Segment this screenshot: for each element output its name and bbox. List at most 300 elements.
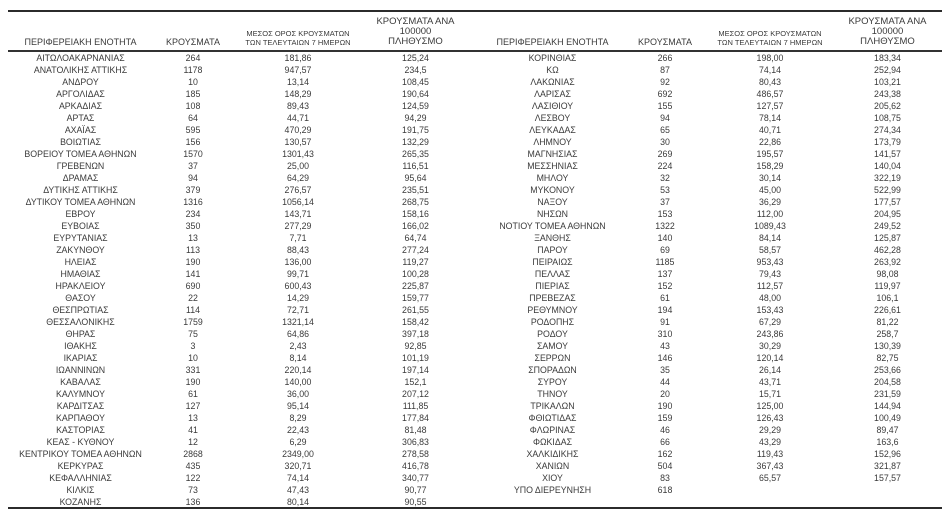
table-row: [8, 352, 468, 364]
regional-cases-table: [8, 12, 940, 508]
per100k-cell: 263,92: [874, 257, 901, 267]
region-cell: ΗΡΑΚΛΕΙΟΥ: [55, 281, 106, 291]
region-cell: ΚΑΒΑΛΑΣ: [60, 377, 101, 387]
col-header-region: ΠΕΡΙΦΕΡΕΙΑΚΗ ΕΝΟΤΗΤΑ: [496, 37, 609, 47]
table-row: [480, 472, 940, 484]
region-cell: ΡΟΔΟΥ: [537, 329, 568, 339]
table-row: [8, 424, 468, 436]
region-cell: ΚΑΡΠΑΘΟΥ: [56, 413, 105, 423]
cases-cell: 435: [185, 461, 201, 471]
per100k-cell: 125,87: [874, 233, 901, 243]
avg7-cell: 243,86: [756, 329, 784, 339]
table-row: [480, 148, 940, 160]
table-row: [8, 280, 468, 292]
region-cell: ΜΑΓΝΗΣΙΑΣ: [527, 149, 578, 159]
region-cell: ΑΡΤΑΣ: [66, 113, 95, 123]
per100k-cell: 82,75: [876, 353, 899, 363]
table-row: [8, 328, 468, 340]
region-cell: ΔΥΤΙΚΗΣ ΑΤΤΙΚΗΣ: [43, 185, 118, 195]
avg7-cell: 47,43: [286, 485, 309, 495]
per100k-cell: 274,34: [874, 125, 901, 135]
region-cell: ΚΙΛΚΙΣ: [66, 485, 95, 495]
cases-cell: 37: [188, 161, 198, 171]
cases-cell: 10: [188, 353, 198, 363]
cases-cell: 37: [660, 197, 670, 207]
per100k-cell: 90,55: [404, 497, 427, 507]
table-row: [8, 100, 468, 112]
per100k-cell: 119,27: [402, 257, 429, 267]
region-cell: ΧΑΝΙΩΝ: [535, 461, 570, 471]
region-cell: ΛΑΣΙΘΙΟΥ: [531, 101, 574, 111]
per100k-cell: 252,94: [874, 65, 901, 75]
region-cell: ΚΑΛΥΜΝΟΥ: [56, 389, 105, 399]
cases-cell: 152: [657, 281, 673, 291]
avg7-cell: 26,14: [758, 365, 781, 375]
table-row: [480, 196, 940, 208]
per100k-cell: 144,94: [874, 401, 901, 411]
table-row: [480, 436, 940, 448]
region-cell: ΠΡΕΒΕΖΑΣ: [529, 293, 576, 303]
table-body-right: [480, 52, 940, 496]
avg7-cell: 277,29: [284, 221, 312, 231]
region-cell: ΤΗΝΟΥ: [537, 389, 568, 399]
per100k-cell: 132,29: [402, 137, 429, 147]
avg7-cell: 120,14: [756, 353, 784, 363]
per100k-cell: 205,62: [874, 101, 901, 111]
region-cell: ΑΝΑΤΟΛΙΚΗΣ ΑΤΤΙΚΗΣ: [33, 65, 128, 75]
avg7-cell: 15,71: [758, 389, 781, 399]
table-row: [480, 172, 940, 184]
per100k-cell: 204,58: [874, 377, 901, 387]
table-row: [8, 460, 468, 472]
region-cell: ΛΑΚΩΝΙΑΣ: [530, 77, 575, 87]
region-cell: ΚΑΡΔΙΤΣΑΣ: [56, 401, 105, 411]
avg7-cell: 88,43: [286, 245, 309, 255]
table-row: [480, 208, 940, 220]
avg7-cell: 143,71: [284, 209, 312, 219]
per100k-cell: 158,16: [402, 209, 429, 219]
region-cell: ΚΕΡΚΥΡΑΣ: [57, 461, 104, 471]
region-cell: ΗΛΕΙΑΣ: [64, 257, 97, 267]
per100k-cell: 522,99: [874, 185, 901, 195]
table-row: [8, 436, 468, 448]
avg7-cell: 36,00: [286, 389, 309, 399]
region-cell: ΛΕΣΒΟΥ: [534, 113, 571, 123]
table-row: [480, 268, 940, 280]
table-row: [8, 376, 468, 388]
per100k-cell: 249,52: [874, 221, 901, 231]
per100k-cell: 321,87: [874, 461, 901, 471]
cases-cell: 146: [657, 353, 673, 363]
region-cell: ΓΡΕΒΕΝΩΝ: [56, 161, 105, 171]
per100k-cell: 98,08: [876, 269, 899, 279]
avg7-cell: 112,00: [756, 209, 784, 219]
regional-table-right: [480, 12, 940, 508]
cases-cell: 266: [657, 53, 673, 63]
col-header-cases: ΚΡΟΥΣΜΑΤΑ: [638, 37, 692, 47]
region-cell: ΡΕΘΥΜΝΟΥ: [527, 305, 578, 315]
avg7-cell: 6,29: [289, 437, 307, 447]
avg7-cell: 8,29: [289, 413, 307, 423]
per100k-cell: 204,95: [874, 209, 901, 219]
avg7-cell: 136,00: [284, 257, 312, 267]
table-row: [8, 124, 468, 136]
col-header-avg7: [705, 29, 835, 50]
per100k-cell: 278,58: [402, 449, 429, 459]
avg7-cell: 1056,14: [282, 197, 314, 207]
region-cell: ΝΑΞΟΥ: [537, 197, 568, 207]
avg7-cell: 195,57: [756, 149, 784, 159]
cases-cell: 194: [657, 305, 673, 315]
region-cell: ΚΕΑΣ - ΚΥΘΝΟΥ: [46, 437, 115, 447]
avg7-cell: 7,71: [289, 233, 307, 243]
cases-cell: 595: [185, 125, 201, 135]
cases-cell: 690: [185, 281, 201, 291]
avg7-cell: 89,43: [286, 101, 309, 111]
per100k-cell: 253,66: [874, 365, 901, 375]
avg7-cell: 130,57: [284, 137, 312, 147]
cases-cell: 44: [660, 377, 670, 387]
cases-cell: 269: [657, 149, 673, 159]
per100k-cell: 108,45: [402, 77, 429, 87]
per100k-cell: 277,24: [402, 245, 429, 255]
cases-cell: 331: [185, 365, 201, 375]
cases-cell: 1322: [655, 221, 675, 231]
per100k-cell: 141,57: [874, 149, 901, 159]
per100k-cell: 94,29: [404, 113, 427, 123]
per100k-cell: 231,59: [874, 389, 901, 399]
table-row: [480, 316, 940, 328]
table-row: [8, 340, 468, 352]
per100k-cell: 416,78: [402, 461, 429, 471]
table-row: [480, 364, 940, 376]
avg7-cell: 30,29: [758, 341, 781, 351]
cases-cell: 83: [660, 473, 670, 483]
table-row: [8, 64, 468, 76]
table-row: [8, 484, 468, 496]
per100k-cell: 183,34: [874, 53, 901, 63]
cases-cell: 504: [657, 461, 673, 471]
avg7-cell: 2349,00: [282, 449, 314, 459]
region-cell: ΑΙΤΩΛΟΑΚΑΡΝΑΝΙΑΣ: [36, 53, 125, 63]
per100k-cell: 177,57: [874, 197, 901, 207]
per100k-cell: [835, 484, 940, 496]
region-cell: ΝΟΤΙΟΥ ΤΟΜΕΑ ΑΘΗΝΩΝ: [499, 221, 606, 231]
cases-cell: 153: [657, 209, 673, 219]
per100k-cell: 95,64: [404, 173, 427, 183]
cases-cell: 1759: [183, 317, 203, 327]
per100k-cell: 225,87: [402, 281, 429, 291]
table-row: [480, 64, 940, 76]
col-header-avg7-line2: ΤΩΝ ΤΕΛΕΥΤΑΙΩΝ 7 ΗΜΕΡΩΝ: [717, 38, 823, 47]
cases-cell: 2868: [183, 449, 203, 459]
col-header-per100k: [835, 17, 940, 50]
avg7-cell: 84,14: [758, 233, 781, 243]
region-cell: ΘΑΣΟΥ: [65, 293, 96, 303]
region-cell: ΒΟΙΩΤΙΑΣ: [60, 137, 101, 147]
table-row: [8, 412, 468, 424]
table-row: [480, 76, 940, 88]
avg7-cell: 80,43: [758, 77, 781, 87]
regional-table-left: [8, 12, 468, 508]
cases-cell: 264: [185, 53, 201, 63]
region-cell: ΝΗΣΩΝ: [536, 209, 569, 219]
table-row: [8, 244, 468, 256]
cases-cell: 350: [185, 221, 201, 231]
table-row: [8, 364, 468, 376]
region-cell: ΚΟΖΑΝΗΣ: [59, 497, 102, 507]
per100k-cell: 190,64: [402, 89, 429, 99]
per100k-cell: 159,77: [402, 293, 429, 303]
cases-cell: 30: [660, 137, 670, 147]
per100k-cell: 116,51: [402, 161, 429, 171]
per100k-cell: 306,83: [402, 437, 429, 447]
table-row: [480, 52, 940, 64]
region-cell: ΚΕΦΑΛΛΗΝΙΑΣ: [49, 473, 112, 483]
per100k-cell: 90,77: [404, 485, 427, 495]
table-row: [480, 124, 940, 136]
per100k-cell: 81,22: [876, 317, 899, 327]
avg7-cell: 600,43: [284, 281, 312, 291]
avg7-cell: 74,14: [758, 65, 781, 75]
cases-cell: 159: [657, 413, 673, 423]
per100k-cell: 166,02: [402, 221, 429, 231]
cases-cell: 190: [185, 257, 201, 267]
table-header-row: [480, 12, 940, 50]
avg7-cell: 1089,43: [754, 221, 786, 231]
per100k-cell: 106,1: [876, 293, 899, 303]
table-row: [480, 460, 940, 472]
table-row: [480, 352, 940, 364]
region-cell: ΖΑΚΥΝΘΟΥ: [56, 245, 105, 255]
per100k-cell: 322,19: [874, 173, 901, 183]
avg7-cell: 486,57: [756, 89, 784, 99]
table-row: [480, 244, 940, 256]
region-cell: ΧΑΛΚΙΔΙΚΗΣ: [526, 449, 579, 459]
cases-cell: 94: [188, 173, 198, 183]
cases-cell: 234: [185, 209, 201, 219]
region-cell: ΕΥΡΥΤΑΝΙΑΣ: [53, 233, 108, 243]
per100k-cell: 89,47: [876, 425, 899, 435]
col-header-avg7-line1: ΜΕΣΟΣ ΟΡΟΣ ΚΡΟΥΣΜΑΤΩΝ: [718, 29, 822, 38]
table-row: [480, 256, 940, 268]
cases-cell: 122: [185, 473, 201, 483]
region-cell: ΣΠΟΡΑΔΩΝ: [528, 365, 577, 375]
avg7-cell: 13,14: [286, 77, 309, 87]
avg7-cell: 64,29: [286, 173, 309, 183]
region-cell: ΑΧΑΪΑΣ: [64, 125, 97, 135]
cases-cell: 94: [660, 113, 670, 123]
col-header-avg7: [233, 29, 363, 50]
avg7-cell: 64,86: [286, 329, 309, 339]
per100k-cell: 124,59: [402, 101, 429, 111]
region-cell: ΣΑΜΟΥ: [536, 341, 569, 351]
per100k-cell: 103,21: [874, 77, 901, 87]
table-row: [480, 484, 940, 496]
cases-cell: 43: [660, 341, 670, 351]
table-row: [8, 388, 468, 400]
table-row: [480, 220, 940, 232]
cases-cell: 114: [185, 305, 201, 315]
per100k-cell: 163,6: [876, 437, 899, 447]
table-row: [8, 88, 468, 100]
region-cell: ΠΕΛΛΑΣ: [534, 269, 571, 279]
cases-cell: 53: [660, 185, 670, 195]
avg7-cell: 2,43: [289, 341, 307, 351]
col-header-per100k-line1: ΚΡΟΥΣΜΑΤΑ ΑΝΑ 100000: [848, 16, 927, 37]
cases-cell: 12: [188, 437, 198, 447]
per100k-cell: 177,84: [402, 413, 429, 423]
cases-cell: 46: [660, 425, 670, 435]
cases-cell: 155: [657, 101, 673, 111]
table-row: [480, 340, 940, 352]
table-row: [480, 412, 940, 424]
cases-cell: 1316: [183, 197, 203, 207]
region-cell: ΣΕΡΡΩΝ: [534, 353, 571, 363]
cases-cell: 20: [660, 389, 670, 399]
region-cell: ΘΗΡΑΣ: [65, 329, 96, 339]
table-row: [480, 232, 940, 244]
per100k-cell: 173,79: [874, 137, 901, 147]
table-row: [8, 208, 468, 220]
table-row: [480, 388, 940, 400]
region-cell: ΜΥΚΟΝΟΥ: [530, 185, 575, 195]
cases-cell: 75: [188, 329, 198, 339]
cases-cell: 35: [660, 365, 670, 375]
table-row: [480, 292, 940, 304]
per100k-cell: 243,38: [874, 89, 901, 99]
region-cell: ΙΩΑΝΝΙΝΩΝ: [55, 365, 106, 375]
table-row: [8, 232, 468, 244]
cases-cell: 1178: [183, 65, 203, 75]
table-row: [480, 376, 940, 388]
region-cell: ΚΕΝΤΡΙΚΟΥ ΤΟΜΕΑ ΑΘΗΝΩΝ: [19, 449, 142, 459]
avg7-cell: 22,43: [286, 425, 309, 435]
cases-cell: 162: [657, 449, 673, 459]
table-row: [8, 472, 468, 484]
table-row: [8, 256, 468, 268]
cases-cell: 61: [188, 389, 198, 399]
cases-cell: 692: [657, 89, 673, 99]
region-cell: ΛΗΜΝΟΥ: [533, 137, 572, 147]
table-body-left: [8, 52, 468, 508]
avg7-cell: 78,14: [758, 113, 781, 123]
cases-cell: 224: [657, 161, 673, 171]
region-cell: ΦΩΚΙΔΑΣ: [532, 437, 573, 447]
per100k-cell: 397,18: [402, 329, 429, 339]
avg7-cell: 22,86: [758, 137, 781, 147]
cases-cell: 10: [188, 77, 198, 87]
per100k-cell: 258,7: [876, 329, 899, 339]
cases-cell: 127: [185, 401, 201, 411]
region-cell: ΑΡΚΑΔΙΑΣ: [58, 101, 103, 111]
avg7-cell: 45,00: [758, 185, 781, 195]
table-row: [8, 136, 468, 148]
avg7-cell: 65,57: [758, 473, 781, 483]
per100k-cell: 152,1: [404, 377, 427, 387]
per100k-cell: 226,61: [874, 305, 901, 315]
avg7-cell: 95,14: [286, 401, 309, 411]
region-cell: ΣΥΡΟΥ: [537, 377, 568, 387]
avg7-cell: 43,71: [758, 377, 781, 387]
avg7-cell: 29,29: [758, 425, 781, 435]
per100k-cell: 158,42: [402, 317, 429, 327]
col-header-region: ΠΕΡΙΦΕΡΕΙΑΚΗ ΕΝΟΤΗΤΑ: [24, 37, 137, 47]
table-row: [8, 268, 468, 280]
table-row: [480, 100, 940, 112]
table-row: [480, 400, 940, 412]
avg7-cell: 126,43: [756, 413, 784, 423]
table-row: [480, 280, 940, 292]
table-row: [8, 112, 468, 124]
region-cell: ΚΩ: [546, 65, 559, 75]
region-cell: ΒΟΡΕΙΟΥ ΤΟΜΕΑ ΑΘΗΝΩΝ: [24, 149, 137, 159]
region-cell: ΕΥΒΟΙΑΣ: [61, 221, 100, 231]
cases-cell: 190: [185, 377, 201, 387]
avg7-cell: 44,71: [286, 113, 309, 123]
table-row: [480, 424, 940, 436]
per100k-cell: 111,85: [402, 401, 429, 411]
table-header-row: [8, 12, 468, 50]
region-cell: ΞΑΝΘΗΣ: [534, 233, 571, 243]
region-cell: ΘΕΣΠΡΩΤΙΑΣ: [52, 305, 109, 315]
avg7-cell: 127,57: [756, 101, 784, 111]
cases-cell: 140: [657, 233, 673, 243]
avg7-cell: 48,00: [758, 293, 781, 303]
region-cell: ΔΡΑΜΑΣ: [62, 173, 99, 183]
avg7-cell: 80,14: [286, 497, 309, 507]
per100k-cell: 191,75: [402, 125, 429, 135]
avg7-cell: 40,71: [758, 125, 781, 135]
per100k-cell: 207,12: [402, 389, 429, 399]
table-row: [480, 448, 940, 460]
per100k-cell: 108,75: [874, 113, 901, 123]
avg7-cell: 181,86: [284, 53, 312, 63]
avg7-cell: 43,29: [758, 437, 781, 447]
per100k-cell: 234,5: [404, 65, 427, 75]
avg7-cell: 953,43: [756, 257, 784, 267]
cases-cell: 1570: [183, 149, 203, 159]
region-cell: ΦΛΩΡΙΝΑΣ: [529, 425, 576, 435]
avg7-cell: 14,29: [286, 293, 309, 303]
col-header-avg7-line1: ΜΕΣΟΣ ΟΡΟΣ ΚΡΟΥΣΜΑΤΩΝ: [246, 29, 350, 38]
cases-cell: 66: [660, 437, 670, 447]
region-cell: ΜΗΛΟΥ: [536, 173, 569, 183]
col-header-per100k-line2: ΠΛΗΘΥΣΜΟ: [388, 36, 443, 47]
region-cell: ΚΑΣΤΟΡΙΑΣ: [56, 425, 105, 435]
per100k-cell: 101,19: [402, 353, 429, 363]
region-cell: ΜΕΣΣΗΝΙΑΣ: [527, 161, 578, 171]
avg7-cell: 947,57: [284, 65, 312, 75]
per100k-cell: 81,48: [404, 425, 427, 435]
cases-cell: 310: [657, 329, 673, 339]
table-row: [8, 220, 468, 232]
region-cell: ΘΕΣΣΑΛΟΝΙΚΗΣ: [46, 317, 115, 327]
avg7-cell: 67,29: [758, 317, 781, 327]
cases-cell: 13: [188, 413, 198, 423]
cases-cell: 3: [190, 341, 196, 351]
cases-cell: 379: [185, 185, 201, 195]
col-header-per100k-line1: ΚΡΟΥΣΜΑΤΑ ΑΝΑ 100000: [376, 16, 455, 37]
avg7-cell: 1321,14: [282, 317, 314, 327]
region-cell: ΗΜΑΘΙΑΣ: [60, 269, 101, 279]
avg7-cell: 119,43: [756, 449, 784, 459]
cases-cell: 156: [185, 137, 201, 147]
cases-cell: 185: [185, 89, 201, 99]
cases-cell: 137: [657, 269, 673, 279]
per100k-cell: 462,28: [874, 245, 901, 255]
avg7-cell: 153,43: [756, 305, 784, 315]
